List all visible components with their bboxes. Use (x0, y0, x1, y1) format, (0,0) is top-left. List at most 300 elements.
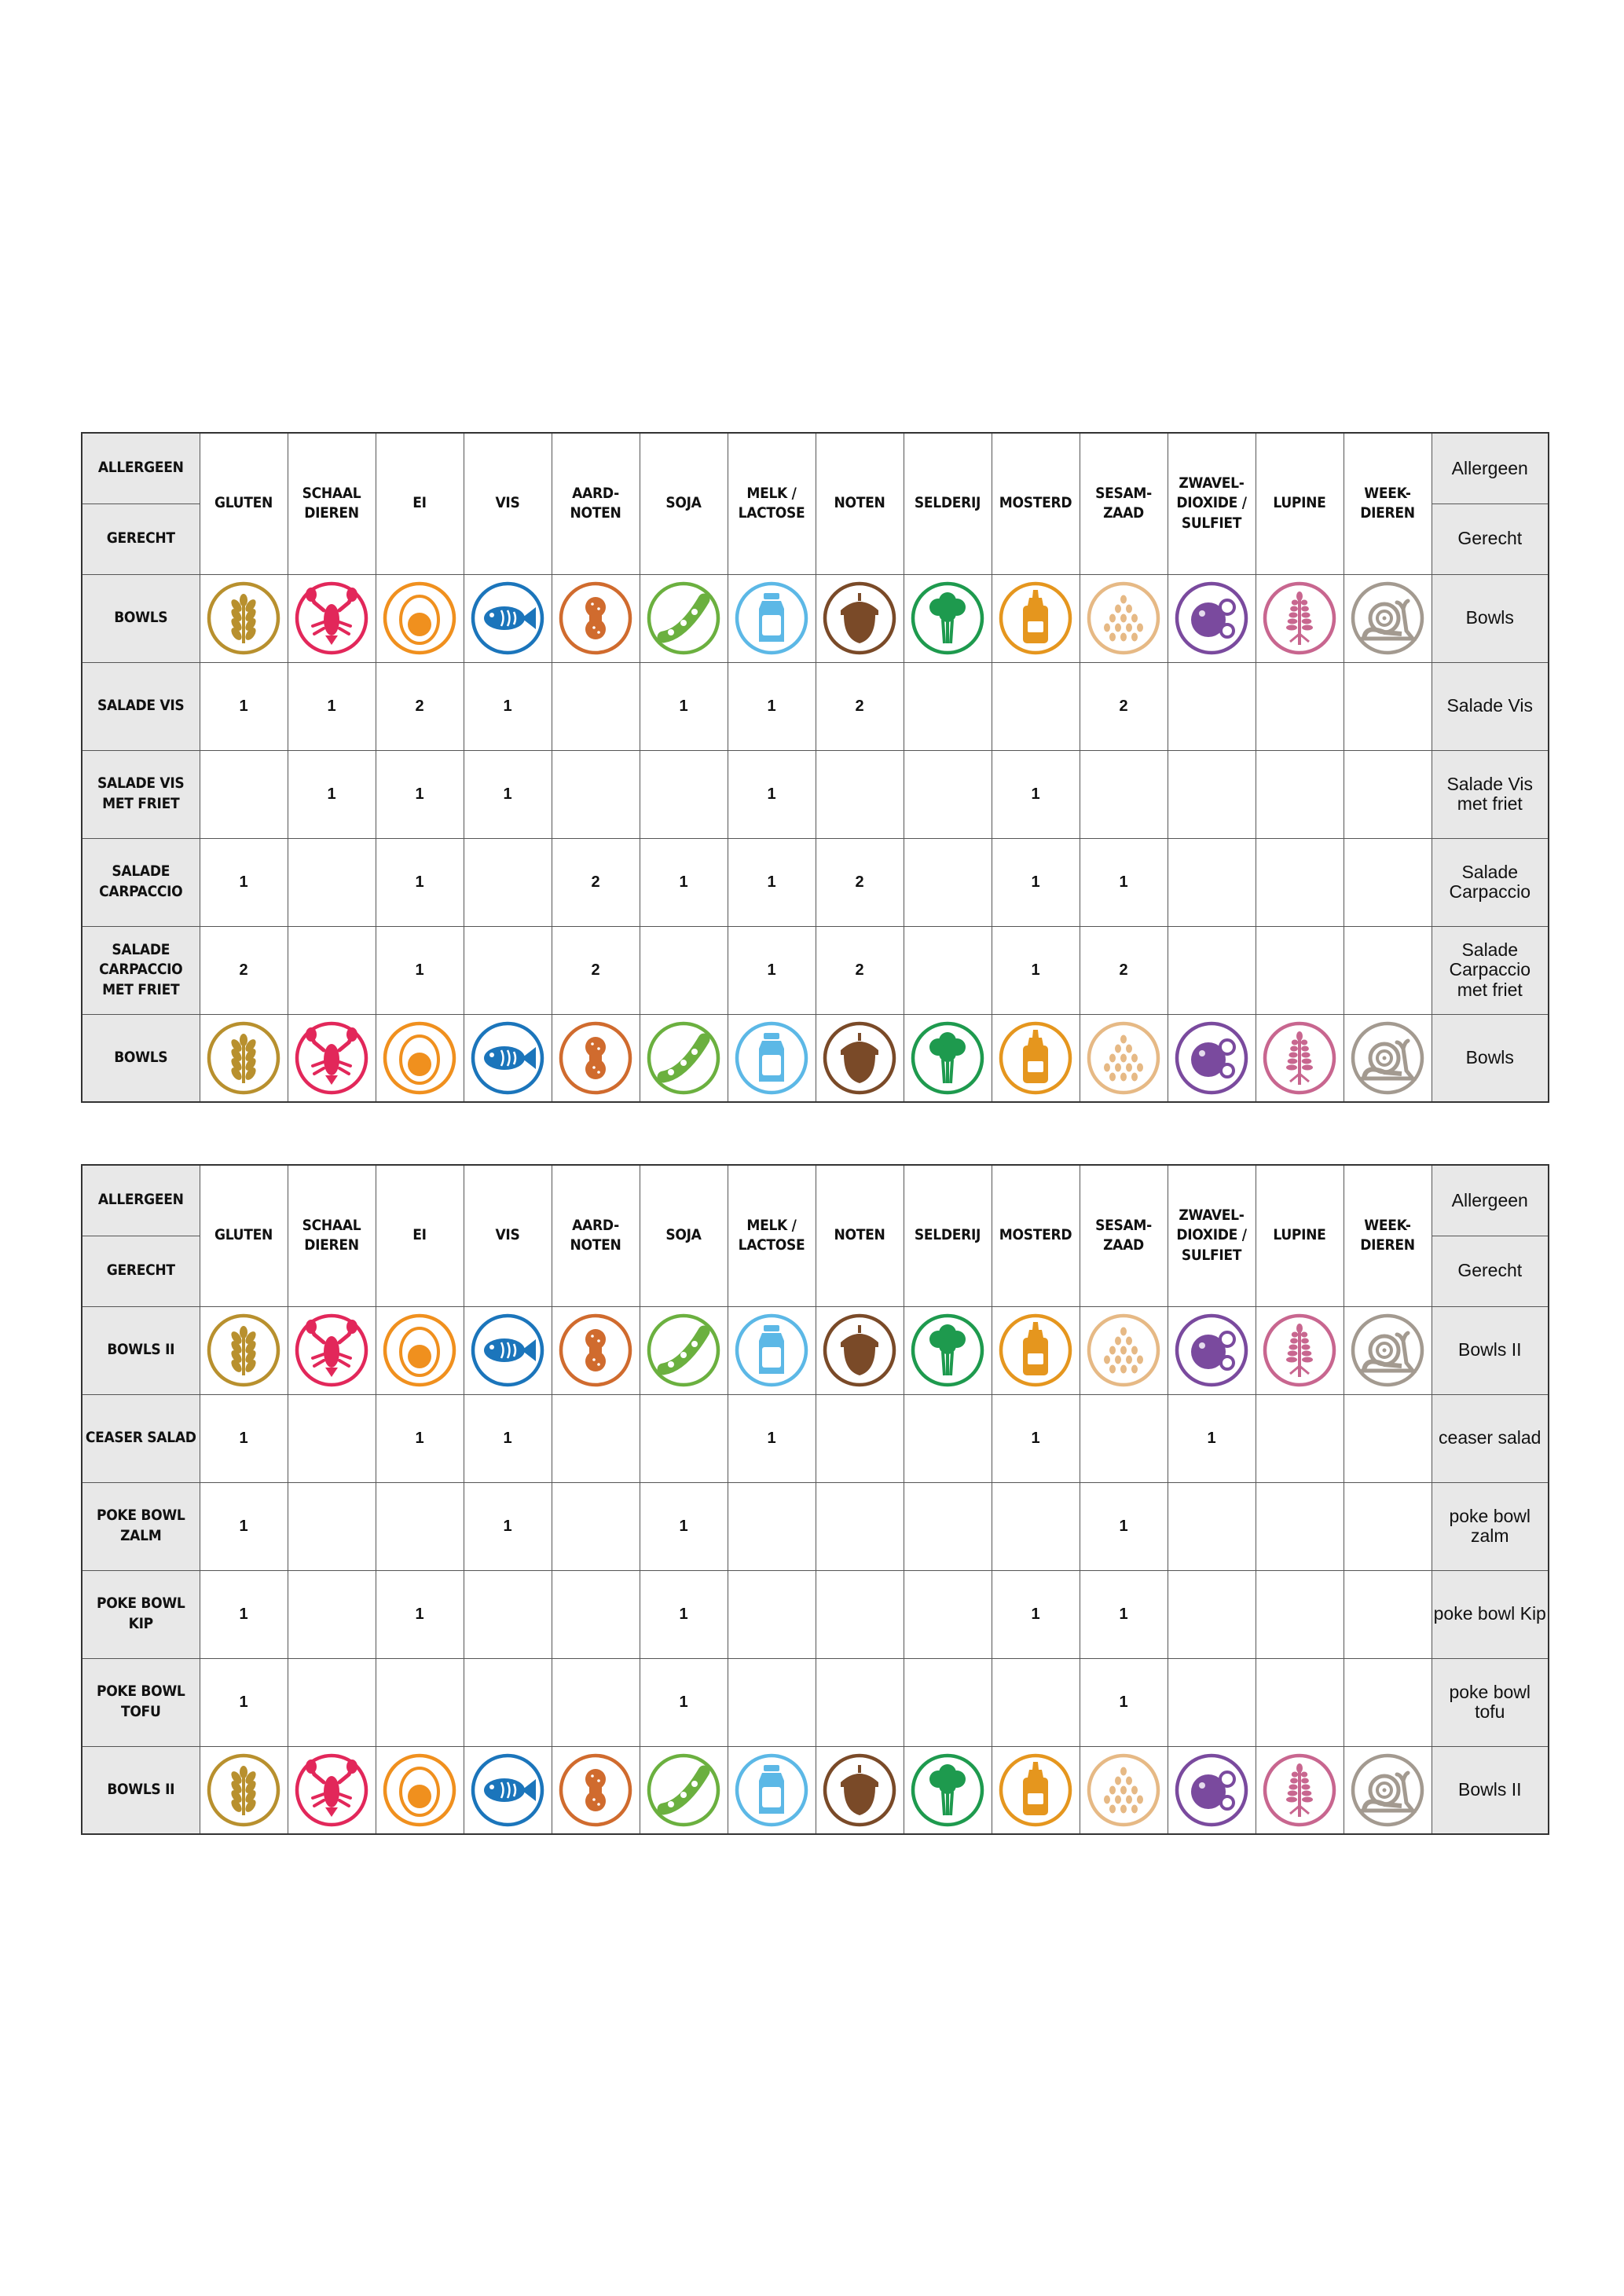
allergen-icon-cell (904, 1746, 992, 1834)
milk-bottle-icon (732, 579, 811, 657)
allergen-header-7: NOTEN (816, 433, 904, 574)
allergen-value: 1 (640, 1658, 728, 1746)
allergen-value (376, 1482, 464, 1570)
dish-row (82, 838, 1549, 926)
dish-row (82, 1658, 1549, 1746)
sesame-seeds-icon (1084, 1311, 1163, 1390)
allergen-header-12: LUPINE (1256, 433, 1344, 574)
egg-icon (380, 1019, 459, 1097)
allergen-icon-cell (288, 574, 376, 662)
snail-icon (1348, 1311, 1427, 1390)
allergen-value (992, 1658, 1080, 1746)
peanut-icon (556, 1311, 635, 1390)
allergen-value (904, 662, 992, 750)
allergen-icon-cell (992, 1306, 1080, 1394)
allergen-value (1256, 1482, 1344, 1570)
sulphite-bubbles-icon (1172, 1019, 1251, 1097)
allergen-value (288, 1570, 376, 1658)
section-icon-row-label-right: Bowls (1432, 574, 1549, 662)
allergen-header-9: MOSTERD (992, 1165, 1080, 1306)
allergen-icon-cell (288, 1014, 376, 1102)
allergen-value (288, 1482, 376, 1570)
celery-icon (908, 1019, 987, 1097)
allergen-value: 1 (200, 1570, 288, 1658)
allergen-value (464, 838, 552, 926)
allergen-icon-cell (640, 1014, 728, 1102)
allergen-value (1344, 750, 1432, 838)
allergen-value (1256, 1570, 1344, 1658)
dish-name-right: ceaser salad (1432, 1394, 1549, 1482)
allergen-value: 1 (640, 838, 728, 926)
allergen-value (816, 1394, 904, 1482)
allergen-icon-cell (1256, 1306, 1344, 1394)
allergen-value: 1 (376, 1394, 464, 1482)
snail-icon (1348, 1751, 1427, 1829)
allergen-icon-cell (1168, 1306, 1256, 1394)
allergen-value (1168, 750, 1256, 838)
allergen-value (1168, 926, 1256, 1014)
allergen-icon-cell (1256, 1014, 1344, 1102)
header-left-gerecht: GERECHT (82, 504, 200, 574)
allergen-value (1256, 1394, 1344, 1482)
allergen-value (1168, 838, 1256, 926)
lobster-icon (292, 1019, 371, 1097)
sulphite-bubbles-icon (1172, 1311, 1251, 1390)
allergen-value: 2 (200, 926, 288, 1014)
allergen-icon-cell (552, 574, 640, 662)
allergen-header-8: SELDERIJ (904, 433, 992, 574)
allergen-icon-cell (904, 1306, 992, 1394)
dish-name-right: Salade Carpaccio met friet (1432, 926, 1549, 1014)
allergen-icon-cell (728, 1746, 816, 1834)
allergen-header-8: SELDERIJ (904, 1165, 992, 1306)
allergen-icon-cell (1080, 1306, 1168, 1394)
celery-icon (908, 1751, 987, 1829)
allergen-header-1: SCHAAL DIEREN (288, 433, 376, 574)
dish-name: POKE BOWL KIP (82, 1570, 200, 1658)
footer-icon-row-label: BOWLS (82, 1014, 200, 1102)
footer-icon-row (82, 1746, 1549, 1834)
allergen-value: 1 (728, 1394, 816, 1482)
allergen-value: 1 (288, 662, 376, 750)
allergen-value: 2 (1080, 926, 1168, 1014)
mustard-bottle-icon (996, 579, 1075, 657)
allergen-value (552, 1394, 640, 1482)
lupin-icon (1260, 1751, 1339, 1829)
allergen-value (1168, 662, 1256, 750)
allergen-value: 2 (552, 838, 640, 926)
footer-icon-row-label-right: Bowls II (1432, 1746, 1549, 1834)
allergen-value (816, 1570, 904, 1658)
allergen-value (640, 926, 728, 1014)
allergen-icon-cell (288, 1746, 376, 1834)
allergen-value: 1 (200, 1482, 288, 1570)
dish-row (82, 750, 1549, 838)
allergen-value (376, 1658, 464, 1746)
mustard-bottle-icon (996, 1751, 1075, 1829)
allergen-value: 2 (1080, 662, 1168, 750)
allergen-value (640, 1394, 728, 1482)
allergen-value (904, 838, 992, 926)
allergen-icon-cell (992, 574, 1080, 662)
allergen-header-6: MELK / LACTOSE (728, 1165, 816, 1306)
allergen-icon-cell (1168, 1746, 1256, 1834)
allergen-value (1344, 1394, 1432, 1482)
allergen-icon-cell (200, 1014, 288, 1102)
dish-row (82, 662, 1549, 750)
allergen-value (904, 1394, 992, 1482)
header-right-allergeen: Allergeen (1432, 1165, 1549, 1236)
allergen-value (552, 750, 640, 838)
lobster-icon (292, 1311, 371, 1390)
allergen-icon-cell (1080, 1014, 1168, 1102)
allergen-value (640, 750, 728, 838)
allergen-value (1168, 1570, 1256, 1658)
allergen-value (728, 1658, 816, 1746)
section-icon-row-label: BOWLS II (82, 1306, 200, 1394)
allergen-header-10: SESAM- ZAAD (1080, 433, 1168, 574)
allergen-header-3: VIS (464, 1165, 552, 1306)
allergen-value: 1 (728, 662, 816, 750)
allergen-value (1080, 750, 1168, 838)
allergen-icon-cell (992, 1746, 1080, 1834)
dish-name: SALADE CARPACCIO MET FRIET (82, 926, 200, 1014)
peanut-icon (556, 1019, 635, 1097)
allergen-value: 2 (816, 838, 904, 926)
celery-icon (908, 1311, 987, 1390)
celery-icon (908, 579, 987, 657)
allergen-icon-cell (1256, 1746, 1344, 1834)
allergen-value (904, 750, 992, 838)
egg-icon (380, 579, 459, 657)
allergen-header-1: SCHAAL DIEREN (288, 1165, 376, 1306)
allergen-value: 2 (376, 662, 464, 750)
milk-bottle-icon (732, 1019, 811, 1097)
allergen-value: 1 (200, 662, 288, 750)
acorn-icon (820, 1751, 899, 1829)
allergen-icon-cell (1344, 1306, 1432, 1394)
allergen-icon-cell (464, 1306, 552, 1394)
allergen-value (728, 1482, 816, 1570)
acorn-icon (820, 579, 899, 657)
footer-icon-row-label: BOWLS II (82, 1746, 200, 1834)
dish-name: SALADE VIS (82, 662, 200, 750)
allergen-icon-cell (816, 574, 904, 662)
milk-bottle-icon (732, 1751, 811, 1829)
header-left-allergeen: ALLERGEEN (82, 1165, 200, 1236)
dish-name-right: poke bowl zalm (1432, 1482, 1549, 1570)
dish-row (82, 1482, 1549, 1570)
allergen-value (1344, 1482, 1432, 1570)
dish-name-right: Salade Vis met friet (1432, 750, 1549, 838)
allergen-icon-cell (640, 1306, 728, 1394)
sesame-seeds-icon (1084, 1751, 1163, 1829)
milk-bottle-icon (732, 1311, 811, 1390)
allergen-value (288, 838, 376, 926)
allergen-icon-cell (376, 574, 464, 662)
allergen-value (1080, 1394, 1168, 1482)
allergen-header-0: GLUTEN (200, 1165, 288, 1306)
fish-icon (468, 1019, 547, 1097)
peanut-icon (556, 579, 635, 657)
allergen-value: 1 (1168, 1394, 1256, 1482)
allergen-icon-cell (200, 1746, 288, 1834)
allergen-icon-cell (992, 1014, 1080, 1102)
allergen-icon-cell (464, 1014, 552, 1102)
allergen-value (552, 1658, 640, 1746)
allergen-header-2: EI (376, 1165, 464, 1306)
section-icon-row (82, 574, 1549, 662)
allergen-icon-cell (728, 1014, 816, 1102)
allergen-header-0: GLUTEN (200, 433, 288, 574)
soybean-icon (644, 579, 723, 657)
allergen-header-7: NOTEN (816, 1165, 904, 1306)
allergen-icon-cell (904, 1014, 992, 1102)
mustard-bottle-icon (996, 1311, 1075, 1390)
allergen-header-6: MELK / LACTOSE (728, 433, 816, 574)
allergen-header-11: ZWAVEL- DIOXIDE / SULFIET (1168, 1165, 1256, 1306)
wheat-icon (204, 1311, 283, 1390)
allergen-value (904, 1570, 992, 1658)
snail-icon (1348, 1019, 1427, 1097)
lupin-icon (1260, 1019, 1339, 1097)
allergen-icon-cell (200, 574, 288, 662)
allergen-header-5: SOJA (640, 433, 728, 574)
section-icon-row-label: BOWLS (82, 574, 200, 662)
allergen-value (904, 1482, 992, 1570)
header-left-allergeen: ALLERGEEN (82, 433, 200, 504)
lobster-icon (292, 579, 371, 657)
allergen-value (1256, 662, 1344, 750)
allergen-value (816, 1658, 904, 1746)
allergen-icon-cell (1080, 1746, 1168, 1834)
sulphite-bubbles-icon (1172, 1751, 1251, 1829)
allergen-header-5: SOJA (640, 1165, 728, 1306)
allergen-value: 1 (464, 1482, 552, 1570)
sulphite-bubbles-icon (1172, 579, 1251, 657)
allergen-icon-cell (1168, 574, 1256, 662)
dish-name: SALADE CARPACCIO (82, 838, 200, 926)
allergen-icon-cell (200, 1306, 288, 1394)
allergen-icon-cell (816, 1306, 904, 1394)
allergen-value: 1 (992, 750, 1080, 838)
allergen-icon-cell (552, 1014, 640, 1102)
allergen-value (992, 1482, 1080, 1570)
allergen-icon-cell (816, 1014, 904, 1102)
allergen-icon-cell (376, 1306, 464, 1394)
lobster-icon (292, 1751, 371, 1829)
allergen-value: 1 (464, 662, 552, 750)
allergen-value: 1 (200, 1394, 288, 1482)
allergen-value (1344, 662, 1432, 750)
sesame-seeds-icon (1084, 579, 1163, 657)
allergen-value (1344, 1658, 1432, 1746)
allergen-value (464, 926, 552, 1014)
wheat-icon (204, 579, 283, 657)
dish-name: CEASER SALAD (82, 1394, 200, 1482)
allergen-value: 1 (200, 838, 288, 926)
allergen-value: 1 (288, 750, 376, 838)
footer-icon-row (82, 1014, 1549, 1102)
lupin-icon (1260, 579, 1339, 657)
allergen-value (1344, 1570, 1432, 1658)
footer-icon-row-label-right: Bowls (1432, 1014, 1549, 1102)
allergen-value (288, 1394, 376, 1482)
allergen-icon-cell (1080, 574, 1168, 662)
allergen-icon-cell (288, 1306, 376, 1394)
dish-row (82, 1394, 1549, 1482)
allergen-icon-cell (640, 1746, 728, 1834)
allergen-table-bowls-ii (81, 1164, 1549, 1835)
allergen-value (728, 1570, 816, 1658)
allergen-icon-cell (464, 1746, 552, 1834)
egg-icon (380, 1751, 459, 1829)
soybean-icon (644, 1019, 723, 1097)
header-row (82, 1165, 1549, 1236)
allergen-icon-cell (728, 1306, 816, 1394)
allergen-value: 1 (464, 750, 552, 838)
dish-name: POKE BOWL TOFU (82, 1658, 200, 1746)
dish-name-right: poke bowl tofu (1432, 1658, 1549, 1746)
dish-row (82, 926, 1549, 1014)
snail-icon (1348, 579, 1427, 657)
allergen-icon-cell (816, 1746, 904, 1834)
allergen-value: 2 (816, 662, 904, 750)
allergen-value (1344, 838, 1432, 926)
allergen-value: 1 (992, 1570, 1080, 1658)
allergen-value: 1 (376, 838, 464, 926)
allergen-value: 1 (200, 1658, 288, 1746)
allergen-value: 1 (728, 750, 816, 838)
allergen-value (816, 1482, 904, 1570)
allergen-icon-cell (552, 1306, 640, 1394)
allergen-value (552, 1482, 640, 1570)
allergen-header-9: MOSTERD (992, 433, 1080, 574)
allergen-value (1256, 926, 1344, 1014)
allergen-header-13: WEEK- DIEREN (1344, 433, 1432, 574)
allergen-value: 1 (376, 1570, 464, 1658)
allergen-value (904, 1658, 992, 1746)
header-left-gerecht: GERECHT (82, 1236, 200, 1306)
allergen-header-4: AARD- NOTEN (552, 433, 640, 574)
allergen-value (288, 1658, 376, 1746)
allergen-icon-cell (1168, 1014, 1256, 1102)
wheat-icon (204, 1019, 283, 1097)
allergen-header-10: SESAM- ZAAD (1080, 1165, 1168, 1306)
allergen-header-11: ZWAVEL- DIOXIDE / SULFIET (1168, 433, 1256, 574)
allergen-header-2: EI (376, 433, 464, 574)
allergen-value (1256, 1658, 1344, 1746)
allergen-value (464, 1658, 552, 1746)
allergen-value: 1 (464, 1394, 552, 1482)
header-right-gerecht: Gerecht (1432, 1236, 1549, 1306)
allergen-icon-cell (552, 1746, 640, 1834)
allergen-value (288, 926, 376, 1014)
allergen-value: 2 (816, 926, 904, 1014)
acorn-icon (820, 1311, 899, 1390)
dish-name: SALADE VIS MET FRIET (82, 750, 200, 838)
allergen-icon-cell (464, 574, 552, 662)
allergen-value: 1 (992, 838, 1080, 926)
allergen-icon-cell (728, 574, 816, 662)
allergen-value (1256, 838, 1344, 926)
egg-icon (380, 1311, 459, 1390)
allergen-value (552, 1570, 640, 1658)
allergen-value: 1 (992, 1394, 1080, 1482)
lupin-icon (1260, 1311, 1339, 1390)
allergen-value: 1 (640, 662, 728, 750)
dish-row (82, 1570, 1549, 1658)
allergen-value (816, 750, 904, 838)
allergen-value: 1 (1080, 1658, 1168, 1746)
allergen-value: 1 (376, 750, 464, 838)
allergen-value: 1 (1080, 1570, 1168, 1658)
soybean-icon (644, 1751, 723, 1829)
acorn-icon (820, 1019, 899, 1097)
section-icon-row-label-right: Bowls II (1432, 1306, 1549, 1394)
allergen-header-3: VIS (464, 433, 552, 574)
allergen-value (904, 926, 992, 1014)
fish-icon (468, 579, 547, 657)
allergen-icon-cell (376, 1014, 464, 1102)
fish-icon (468, 1311, 547, 1390)
header-row (82, 433, 1549, 504)
allergen-value: 1 (640, 1570, 728, 1658)
allergen-value: 1 (728, 926, 816, 1014)
allergen-icon-cell (1256, 574, 1344, 662)
header-right-allergeen: Allergeen (1432, 433, 1549, 504)
allergen-value: 2 (552, 926, 640, 1014)
mustard-bottle-icon (996, 1019, 1075, 1097)
allergen-table-bowls (81, 432, 1549, 1103)
allergen-value (1256, 750, 1344, 838)
allergen-value (552, 662, 640, 750)
peanut-icon (556, 1751, 635, 1829)
allergen-value: 1 (1080, 1482, 1168, 1570)
allergen-icon-cell (1344, 1014, 1432, 1102)
allergen-value (992, 662, 1080, 750)
header-right-gerecht: Gerecht (1432, 504, 1549, 574)
allergen-value (200, 750, 288, 838)
allergen-value: 1 (992, 926, 1080, 1014)
allergen-value (1168, 1482, 1256, 1570)
allergen-icon-cell (640, 574, 728, 662)
allergen-icon-cell (1344, 574, 1432, 662)
wheat-icon (204, 1751, 283, 1829)
allergen-icon-cell (904, 574, 992, 662)
allergen-header-13: WEEK- DIEREN (1344, 1165, 1432, 1306)
allergen-value (1168, 1658, 1256, 1746)
dish-name-right: Salade Vis (1432, 662, 1549, 750)
allergen-value: 1 (640, 1482, 728, 1570)
allergen-header-12: LUPINE (1256, 1165, 1344, 1306)
allergen-header-4: AARD- NOTEN (552, 1165, 640, 1306)
soybean-icon (644, 1311, 723, 1390)
allergen-icon-cell (376, 1746, 464, 1834)
allergen-value: 1 (1080, 838, 1168, 926)
allergen-value (1344, 926, 1432, 1014)
dish-name-right: poke bowl Kip (1432, 1570, 1549, 1658)
allergen-icon-cell (1344, 1746, 1432, 1834)
allergen-value: 1 (728, 838, 816, 926)
dish-name: POKE BOWL ZALM (82, 1482, 200, 1570)
allergen-value: 1 (376, 926, 464, 1014)
allergen-value (464, 1570, 552, 1658)
section-icon-row (82, 1306, 1549, 1394)
dish-name-right: Salade Carpaccio (1432, 838, 1549, 926)
fish-icon (468, 1751, 547, 1829)
sesame-seeds-icon (1084, 1019, 1163, 1097)
